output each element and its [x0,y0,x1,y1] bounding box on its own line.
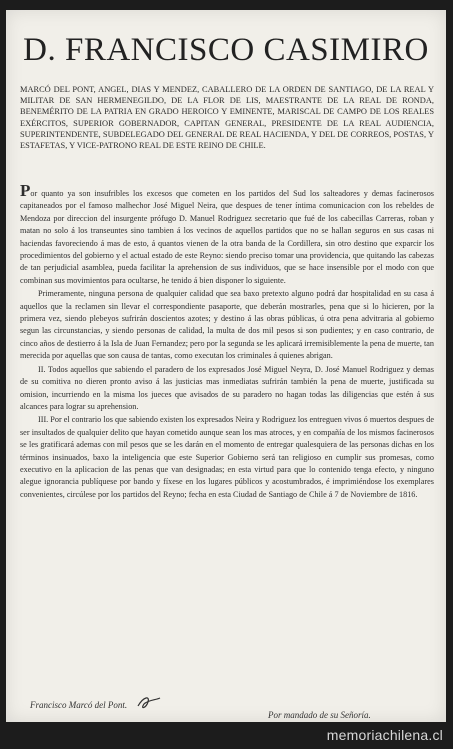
paragraph-article-3: III. Por el contrario los que sabiendo existen los expresados Neira y Rodriguez los entreguen vivos ó muertos despues de ser insultados de qualquier delito que hayan cometido aunque sean los mas atroces, y en compañía de los mismos facinerosos se les gratificará ademas con mil pesos que se les darán en el momento de entregar qualesquiera de las personas dichas en los términos insinuados, baxo la inteligencia que este Superior Gobierno será tan religioso en cumplir sus promesas, como executivo en la aplicacion de las penas que van designadas; en esta virtud para que lo contenido tenga efecto, y ninguno alegue ignorancia publíquese por bando y fíxese en los lugares públicos y acostumbrados, é imprimiéndose los exemplares convenientes, circúlese por los partidos del Reyno; fecha en esta Ciudad de Santiago de Chile á 7 de Noviembre de 1816. [20,415,434,499]
proclamation-page [6,10,446,722]
paragraph-article-2: II. Todos aquellos que sabiendo el paradero de los expresados José Miguel Neyra, D. José Manuel Rodriguez y demas de su comitiva no dieren pronto aviso á las justicias mas inmediatas sufrirán también la pena de muerte, justificada su omision, incurriendo en la misma los jueces que avisados de su paradero no hagan todas las diligencias que estén á sus alcances para lograr su aprehension. [20,364,434,411]
paragraph-intro [20,181,434,287]
drop-cap: P [20,181,31,200]
document-body [20,181,434,502]
document-title: D. FRANCISCO CASIMIRO [23,32,429,68]
source-watermark: memoriachilena.cl [326,727,443,743]
signature-secretary: Por mandado de su Señoría. [268,710,371,720]
signature-governor: Francisco Marcó del Pont. [30,700,128,710]
paragraph-intro-text: or quanto ya son insufribles los excesos que cometen en los partidos del Sud los salteadores y demas facinerosos capitaneados por el famoso malhechor José Miguel Neira, que despues de tener íntima comunicacion con los rebeldes de Mendoza por direccion del insurgente prófugo D. Manuel Rodriguez secretario que fué de los cabecillas Carreras, roban y matan no solo á los transeuntes sino tambien á los vecinos de aquellos partidos que no se hallan seguros en sus casas ni haciendas favoreciendo á mas de esto, á quantos vienen de la otra banda de la Cordillera, sin otro destino que exparcir los procedimientos del gobierno y el actual estado de este Reyno: siendo preciso tomar una providencia, que quitando las cabezas de tan perjudicial asamblea, pueda facilitar la aprehension de sus individuos, que se hace insensible por el modo con que combinan sus movimientos para ocultarse, he tenido á bien disponer lo siguiente. [20,189,434,285]
signature-flourish-icon [134,694,164,712]
preamble-titles: MARCÓ DEL PONT, ANGEL, DIAS Y MENDEZ, CABALLERO DE LA ORDEN DE SANTIAGO, DE LA REAL Y MILITAR DE SAN HERMENEGILDO, DE LA FLOR DE LIS, MAESTRANTE DE LA REAL DE RONDA, BENEMÉRITO DE LA PATRIA EN GRADO HEROICO Y EMINENTE, MARISCAL DE CAMPO DE LOS REALES EXÉRCITOS, SUPERIOR GOBERNADOR, CAPITAN GENERAL, PRESIDENTE DE LA REAL AUDIENCIA, SUPERINTENDENTE, SUBDELEGADO DEL GENERAL DE REAL HACIENDA, Y DEL DE CORREOS, POSTAS, Y ESTAFETAS, Y VICE-PATRONO REAL DE ESTE REINO DE CHILE. [20,85,434,151]
paragraph-article-1: Primeramente, ninguna persona de qualquier calidad que sea baxo pretexto alguno podrá dar hospitalidad en su casa á aquellos que la reclamen sin llevar el correspondiente pasaporte, que deberán mostrarles, pena que si lo hicieren, por la primera vez, siendo plebeyos sufrirán doscientos azotes; y destino á las obras públicas, ú otra pena advitraria al gobierno segun las circunstancias, y siendo personas de calidad, la multa de dos mil pesos si son pudientes; y en caso contrario, de cinco años de destierro á la Isla de Juan Fernandez; pero por la segunda se les aplicará irremisiblemente la pena de muerte, tan merecida por aquellas que son causa de tantas, como executan los criminales á quienes abrigan. [20,289,434,361]
